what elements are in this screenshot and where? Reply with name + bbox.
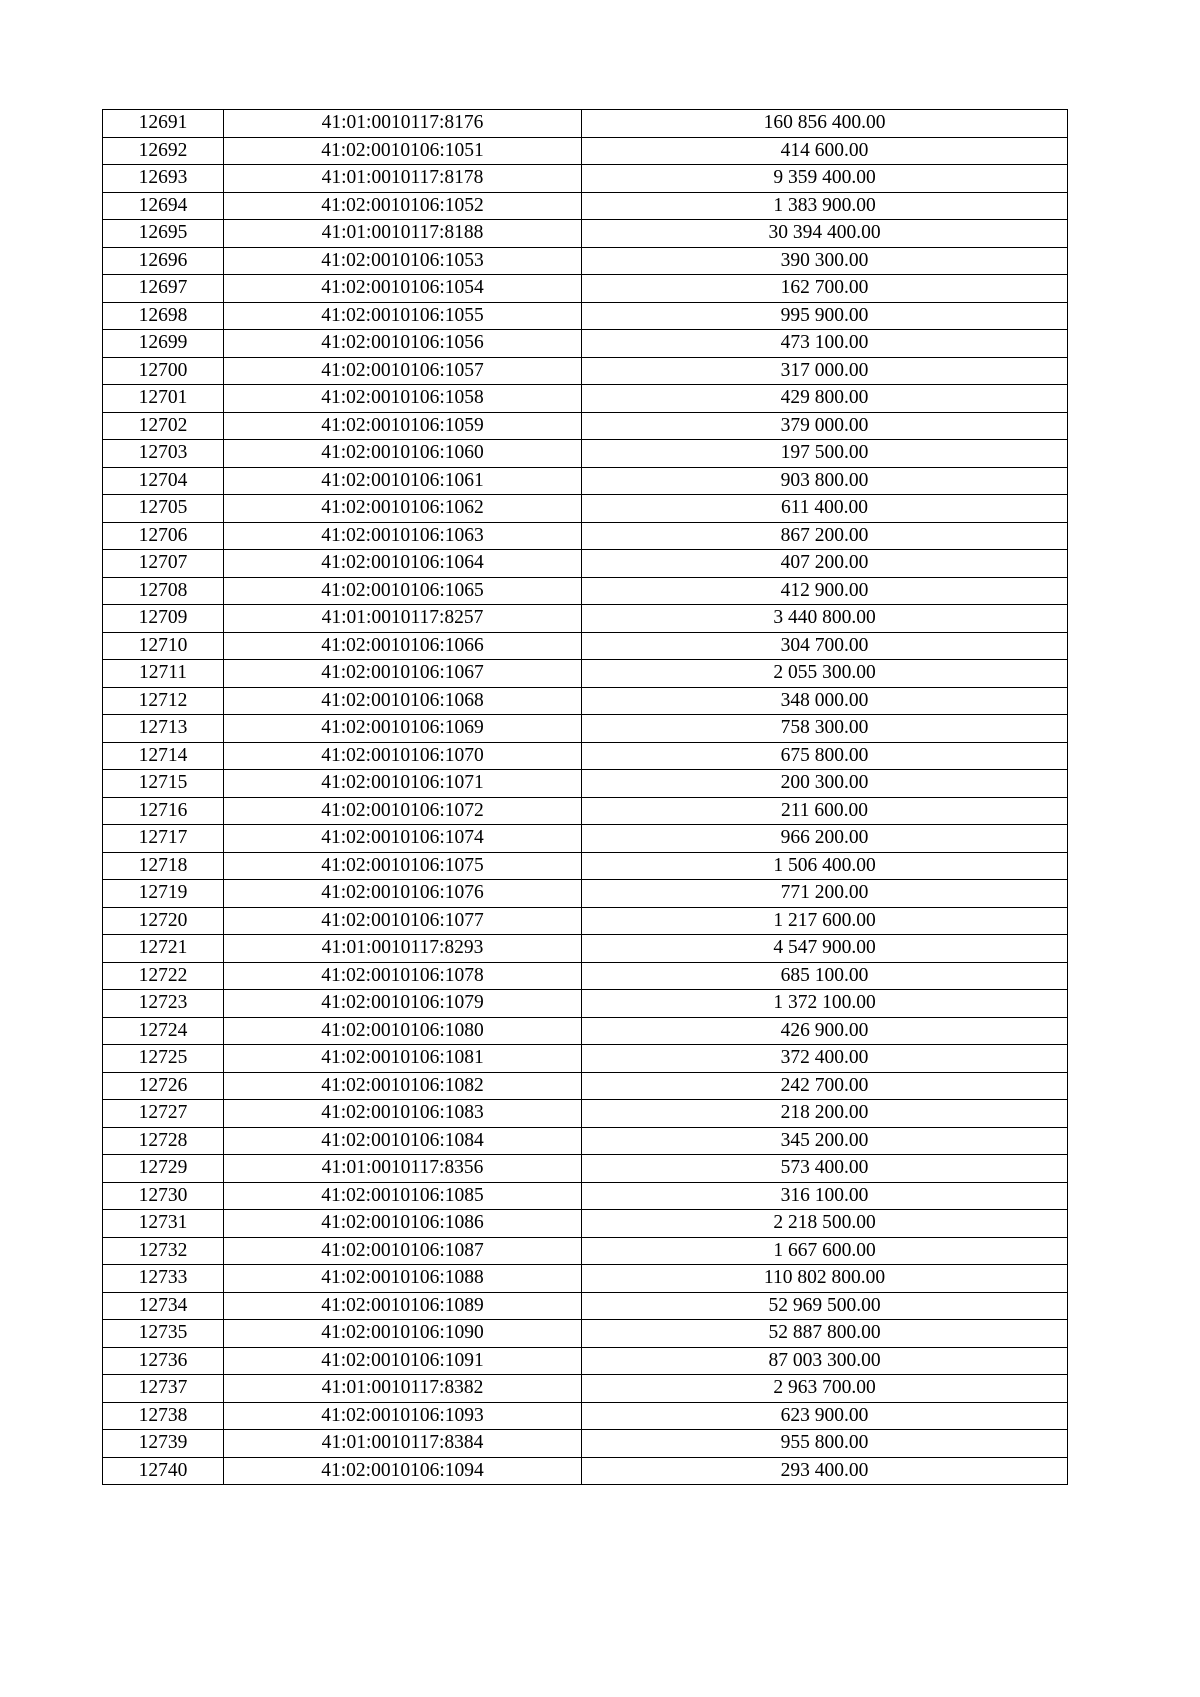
cadastral-value-cell: 372 400.00 (582, 1045, 1068, 1073)
cadastral-number-cell: 41:02:0010106:1061 (224, 467, 582, 495)
cadastral-value-cell: 3 440 800.00 (582, 605, 1068, 633)
cadastral-number-cell: 41:02:0010106:1068 (224, 687, 582, 715)
table-row (103, 1375, 1068, 1403)
cadastral-value-cell: 1 383 900.00 (582, 192, 1068, 220)
table-row (103, 1265, 1068, 1293)
table-row (103, 412, 1068, 440)
table-row (103, 1320, 1068, 1348)
cadastral-number-cell: 41:02:0010106:1083 (224, 1100, 582, 1128)
row-number-cell: 12710 (103, 632, 224, 660)
row-number-cell: 12712 (103, 687, 224, 715)
row-number-cell: 12703 (103, 440, 224, 468)
row-number-cell: 12695 (103, 220, 224, 248)
row-number-cell: 12736 (103, 1347, 224, 1375)
cadastral-value-cell: 1 217 600.00 (582, 907, 1068, 935)
table-row (103, 1347, 1068, 1375)
table-row (103, 907, 1068, 935)
row-number-cell: 12727 (103, 1100, 224, 1128)
cadastral-value-cell: 30 394 400.00 (582, 220, 1068, 248)
row-number-cell: 12738 (103, 1402, 224, 1430)
table-row (103, 550, 1068, 578)
row-number-cell: 12719 (103, 880, 224, 908)
cadastral-value-cell: 293 400.00 (582, 1457, 1068, 1485)
table-row (103, 1127, 1068, 1155)
row-number-cell: 12718 (103, 852, 224, 880)
cadastral-number-cell: 41:02:0010106:1063 (224, 522, 582, 550)
table-row (103, 137, 1068, 165)
row-number-cell: 12704 (103, 467, 224, 495)
row-number-cell: 12709 (103, 605, 224, 633)
cadastral-value-cell: 1 372 100.00 (582, 990, 1068, 1018)
cadastral-value-cell: 995 900.00 (582, 302, 1068, 330)
cadastral-number-cell: 41:01:0010117:8384 (224, 1430, 582, 1458)
cadastral-value-cell: 218 200.00 (582, 1100, 1068, 1128)
row-number-cell: 12698 (103, 302, 224, 330)
cadastral-number-cell: 41:02:0010106:1081 (224, 1045, 582, 1073)
row-number-cell: 12739 (103, 1430, 224, 1458)
cadastral-value-cell: 2 218 500.00 (582, 1210, 1068, 1238)
cadastral-number-cell: 41:01:0010117:8178 (224, 165, 582, 193)
row-number-cell: 12697 (103, 275, 224, 303)
table-row (103, 440, 1068, 468)
table-row (103, 220, 1068, 248)
cadastral-value-cell: 390 300.00 (582, 247, 1068, 275)
cadastral-value-cell: 966 200.00 (582, 825, 1068, 853)
cadastral-number-cell: 41:02:0010106:1079 (224, 990, 582, 1018)
cadastral-number-cell: 41:02:0010106:1053 (224, 247, 582, 275)
table-row (103, 687, 1068, 715)
row-number-cell: 12692 (103, 137, 224, 165)
row-number-cell: 12715 (103, 770, 224, 798)
cadastral-number-cell: 41:02:0010106:1067 (224, 660, 582, 688)
row-number-cell: 12726 (103, 1072, 224, 1100)
cadastral-value-cell: 771 200.00 (582, 880, 1068, 908)
row-number-cell: 12732 (103, 1237, 224, 1265)
table-row (103, 165, 1068, 193)
cadastral-value-cell: 52 969 500.00 (582, 1292, 1068, 1320)
table-row (103, 852, 1068, 880)
table-row (103, 467, 1068, 495)
cadastral-number-cell: 41:02:0010106:1089 (224, 1292, 582, 1320)
table-row (103, 935, 1068, 963)
cadastral-number-cell: 41:02:0010106:1051 (224, 137, 582, 165)
cadastral-number-cell: 41:02:0010106:1057 (224, 357, 582, 385)
cadastral-number-cell: 41:02:0010106:1060 (224, 440, 582, 468)
cadastral-value-cell: 412 900.00 (582, 577, 1068, 605)
cadastral-value-cell: 426 900.00 (582, 1017, 1068, 1045)
cadastral-number-cell: 41:01:0010117:8356 (224, 1155, 582, 1183)
table-row (103, 1210, 1068, 1238)
table-row (103, 302, 1068, 330)
table-row (103, 330, 1068, 358)
cadastral-number-cell: 41:01:0010117:8382 (224, 1375, 582, 1403)
table-body (103, 110, 1068, 1485)
row-number-cell: 12694 (103, 192, 224, 220)
cadastral-number-cell: 41:02:0010106:1085 (224, 1182, 582, 1210)
cadastral-number-cell: 41:01:0010117:8188 (224, 220, 582, 248)
cadastral-number-cell: 41:02:0010106:1054 (224, 275, 582, 303)
row-number-cell: 12708 (103, 577, 224, 605)
table-row (103, 715, 1068, 743)
cadastral-number-cell: 41:02:0010106:1066 (224, 632, 582, 660)
table-row (103, 577, 1068, 605)
row-number-cell: 12700 (103, 357, 224, 385)
cadastral-value-cell: 1 506 400.00 (582, 852, 1068, 880)
cadastral-value-cell: 4 547 900.00 (582, 935, 1068, 963)
cadastral-number-cell: 41:02:0010106:1087 (224, 1237, 582, 1265)
row-number-cell: 12699 (103, 330, 224, 358)
cadastral-value-cell: 316 100.00 (582, 1182, 1068, 1210)
table-row (103, 825, 1068, 853)
table-row (103, 1430, 1068, 1458)
row-number-cell: 12724 (103, 1017, 224, 1045)
table-row (103, 1155, 1068, 1183)
row-number-cell: 12721 (103, 935, 224, 963)
cadastral-value-cell: 345 200.00 (582, 1127, 1068, 1155)
cadastral-number-cell: 41:02:0010106:1078 (224, 962, 582, 990)
cadastral-value-cell: 867 200.00 (582, 522, 1068, 550)
cadastral-value-cell: 758 300.00 (582, 715, 1068, 743)
row-number-cell: 12705 (103, 495, 224, 523)
cadastral-value-cell: 379 000.00 (582, 412, 1068, 440)
row-number-cell: 12693 (103, 165, 224, 193)
table-row (103, 1457, 1068, 1485)
table-row (103, 770, 1068, 798)
table-row (103, 1292, 1068, 1320)
cadastral-value-cell: 87 003 300.00 (582, 1347, 1068, 1375)
row-number-cell: 12740 (103, 1457, 224, 1485)
cadastral-value-cell: 211 600.00 (582, 797, 1068, 825)
cadastral-value-cell: 52 887 800.00 (582, 1320, 1068, 1348)
cadastral-number-cell: 41:02:0010106:1077 (224, 907, 582, 935)
row-number-cell: 12734 (103, 1292, 224, 1320)
cadastral-number-cell: 41:02:0010106:1074 (224, 825, 582, 853)
row-number-cell: 12702 (103, 412, 224, 440)
row-number-cell: 12722 (103, 962, 224, 990)
cadastral-value-cell: 473 100.00 (582, 330, 1068, 358)
row-number-cell: 12728 (103, 1127, 224, 1155)
cadastral-number-cell: 41:02:0010106:1080 (224, 1017, 582, 1045)
cadastral-value-cell: 160 856 400.00 (582, 110, 1068, 138)
table-row (103, 605, 1068, 633)
cadastral-number-cell: 41:02:0010106:1090 (224, 1320, 582, 1348)
cadastral-number-cell: 41:02:0010106:1084 (224, 1127, 582, 1155)
table-row (103, 1237, 1068, 1265)
table-row (103, 1402, 1068, 1430)
row-number-cell: 12716 (103, 797, 224, 825)
cadastral-number-cell: 41:02:0010106:1072 (224, 797, 582, 825)
cadastral-number-cell: 41:02:0010106:1093 (224, 1402, 582, 1430)
table-row (103, 1182, 1068, 1210)
row-number-cell: 12717 (103, 825, 224, 853)
cadastral-number-cell: 41:02:0010106:1094 (224, 1457, 582, 1485)
cadastral-number-cell: 41:02:0010106:1088 (224, 1265, 582, 1293)
cadastral-number-cell: 41:02:0010106:1075 (224, 852, 582, 880)
table-row (103, 962, 1068, 990)
cadastral-number-cell: 41:02:0010106:1069 (224, 715, 582, 743)
cadastral-number-cell: 41:01:0010117:8293 (224, 935, 582, 963)
cadastral-value-cell: 623 900.00 (582, 1402, 1068, 1430)
cadastral-number-cell: 41:02:0010106:1064 (224, 550, 582, 578)
cadastral-value-cell: 573 400.00 (582, 1155, 1068, 1183)
cadastral-value-cell: 9 359 400.00 (582, 165, 1068, 193)
row-number-cell: 12729 (103, 1155, 224, 1183)
table-row (103, 797, 1068, 825)
table-row (103, 247, 1068, 275)
cadastral-value-cell: 2 963 700.00 (582, 1375, 1068, 1403)
table-row (103, 357, 1068, 385)
cadastral-number-cell: 41:02:0010106:1052 (224, 192, 582, 220)
cadastral-value-cell: 429 800.00 (582, 385, 1068, 413)
cadastral-number-cell: 41:02:0010106:1086 (224, 1210, 582, 1238)
table-row (103, 192, 1068, 220)
table-row (103, 1045, 1068, 1073)
row-number-cell: 12691 (103, 110, 224, 138)
row-number-cell: 12731 (103, 1210, 224, 1238)
cadastral-number-cell: 41:02:0010106:1059 (224, 412, 582, 440)
table-row (103, 495, 1068, 523)
row-number-cell: 12713 (103, 715, 224, 743)
table-row (103, 742, 1068, 770)
table-row (103, 880, 1068, 908)
cadastral-value-cell: 200 300.00 (582, 770, 1068, 798)
cadastral-number-cell: 41:02:0010106:1071 (224, 770, 582, 798)
cadastral-value-cell: 955 800.00 (582, 1430, 1068, 1458)
table-row (103, 110, 1068, 138)
cadastral-value-cell: 197 500.00 (582, 440, 1068, 468)
table-row (103, 1017, 1068, 1045)
cadastral-value-cell: 304 700.00 (582, 632, 1068, 660)
table-row (103, 660, 1068, 688)
row-number-cell: 12723 (103, 990, 224, 1018)
cadastral-value-cell: 903 800.00 (582, 467, 1068, 495)
row-number-cell: 12714 (103, 742, 224, 770)
cadastral-number-cell: 41:02:0010106:1082 (224, 1072, 582, 1100)
table-row (103, 1072, 1068, 1100)
table-row (103, 275, 1068, 303)
cadastral-number-cell: 41:02:0010106:1058 (224, 385, 582, 413)
row-number-cell: 12733 (103, 1265, 224, 1293)
row-number-cell: 12725 (103, 1045, 224, 1073)
cadastral-value-cell: 242 700.00 (582, 1072, 1068, 1100)
cadastral-number-cell: 41:01:0010117:8257 (224, 605, 582, 633)
cadastral-number-cell: 41:02:0010106:1055 (224, 302, 582, 330)
row-number-cell: 12737 (103, 1375, 224, 1403)
cadastral-number-cell: 41:02:0010106:1070 (224, 742, 582, 770)
row-number-cell: 12701 (103, 385, 224, 413)
cadastral-number-cell: 41:02:0010106:1056 (224, 330, 582, 358)
row-number-cell: 12735 (103, 1320, 224, 1348)
cadastral-value-cell: 675 800.00 (582, 742, 1068, 770)
row-number-cell: 12706 (103, 522, 224, 550)
cadastral-number-cell: 41:02:0010106:1076 (224, 880, 582, 908)
table-row (103, 385, 1068, 413)
cadastral-value-cell: 317 000.00 (582, 357, 1068, 385)
cadastral-value-table (102, 109, 1068, 1485)
cadastral-number-cell: 41:02:0010106:1065 (224, 577, 582, 605)
cadastral-value-cell: 110 802 800.00 (582, 1265, 1068, 1293)
row-number-cell: 12720 (103, 907, 224, 935)
table-row (103, 522, 1068, 550)
table-row (103, 990, 1068, 1018)
table-row (103, 1100, 1068, 1128)
row-number-cell: 12711 (103, 660, 224, 688)
cadastral-value-cell: 685 100.00 (582, 962, 1068, 990)
cadastral-value-cell: 348 000.00 (582, 687, 1068, 715)
cadastral-number-cell: 41:02:0010106:1091 (224, 1347, 582, 1375)
cadastral-number-cell: 41:02:0010106:1062 (224, 495, 582, 523)
cadastral-value-cell: 611 400.00 (582, 495, 1068, 523)
row-number-cell: 12707 (103, 550, 224, 578)
row-number-cell: 12696 (103, 247, 224, 275)
cadastral-value-cell: 1 667 600.00 (582, 1237, 1068, 1265)
cadastral-value-cell: 2 055 300.00 (582, 660, 1068, 688)
cadastral-value-cell: 414 600.00 (582, 137, 1068, 165)
cadastral-value-cell: 407 200.00 (582, 550, 1068, 578)
cadastral-value-cell: 162 700.00 (582, 275, 1068, 303)
table-row (103, 632, 1068, 660)
cadastral-number-cell: 41:01:0010117:8176 (224, 110, 582, 138)
row-number-cell: 12730 (103, 1182, 224, 1210)
